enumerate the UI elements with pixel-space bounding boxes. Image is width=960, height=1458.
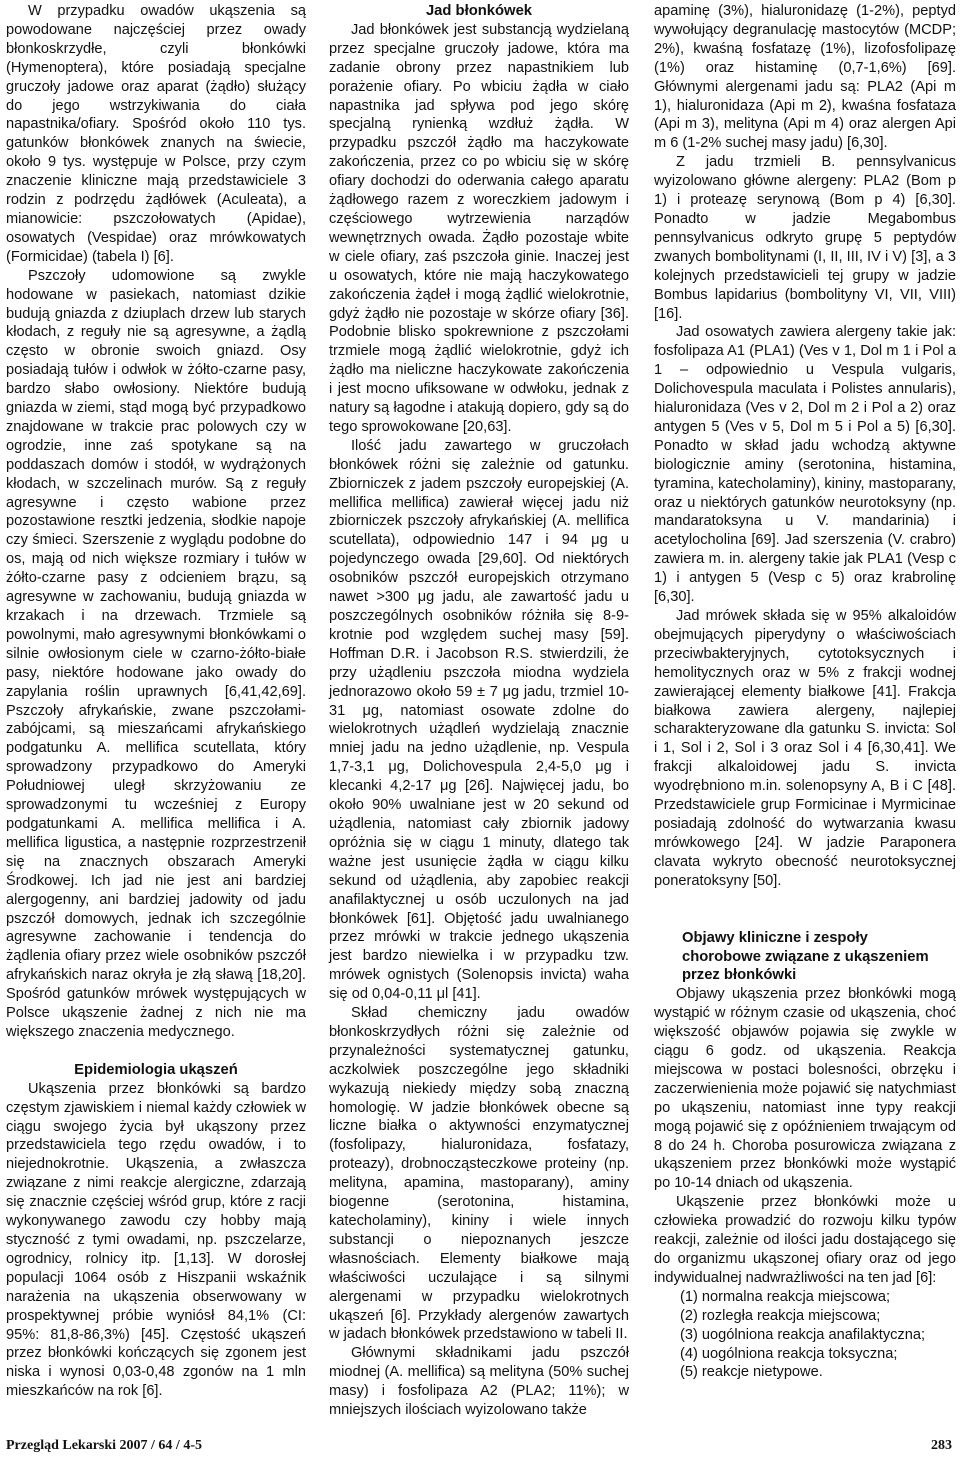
paragraph: Objawy ukąszenia przez błonkówki mogą wystąpić w różnym czasie od ukąszenia, choć większość objawów pojawia się zwykle w ciągu 6 godz. od ukąszenia. Reakcja miejscowa w postaci bolesności, obrzęku i zaczerwienienia może pojawić się natychmiast po ukąszeniu, natomiast inne typy reakcji mogą pojawić się z opóźnieniem trwającym od 8 do 24 h. Choroba posurowicza związana z ukąszeniem przez błonkówki może wystąpić po 10-14 dniach od ukąszenia. bbox=[654, 986, 956, 1192]
paragraph: Z jadu trzmieli B. pennsylvanicus wyizolowano główne alergeny: PLA2 (Bom p 1) i proteazę serynową (Bom p 4) [6,30]. Ponadto w jadzie Megabombus pennsylvanicus odkryto grupę 5 peptydów zwanych bombolitynami (I, II, III, IV i V) [3], a 3 kolejnych przedstawicieli tej grupy w jadzie Bombus lapidarius (bombolityny VI, VII, VIII) [16]. bbox=[654, 154, 956, 322]
list-item: (4) uogólniona reakcja toksyczna; bbox=[680, 1345, 898, 1362]
paragraph: apaminę (3%), hialuronidazę (1-2%), peptyd wywołujący degranulację mastocytów (MCDP; 2%), kwaśną fosfatazę (1%), lizofosfolipazę (1%) oraz histaminę (0,7-1,6%) [69]. Głównymi alergenami jadu są: PLA2 (Api m 1), hialuronidaza (Api m 2), kwaśna fosfataza (Api m 3), melityna (Api m 4) oraz alergen Api m 6 (1-2% suchej masy jadu) [6,30]. bbox=[654, 3, 956, 152]
section-heading-symptoms bbox=[654, 929, 956, 986]
paragraph: Pszczoły udomowione są zwykle hodowane w pasiekach, natomiast dzikie budują gniazda z dziuplach drzew lub starych kłodach, z reguły nie są agresywne, a żądlą często w obronie swoich gniazd. Osy posiadają tułów i odwłok w żółto-czarne pasy, bardzo słabo owłosiony. Niektóre budują gniazda w ziemi, stąd mogą być przypadkowo znajdowane w trakcie prac polowych czy w ogrodzie, inne zaś spotykane są na poddaszach domów i stodół, w wydrążonych kłodach, w szczelinach murów. Są z reguły agresywne i często wabione przez pozostawione resztki jedzenia, słodkie napoje czy śmieci. Szerszenie z wyglądu podobne do os, mają od nich większe rozmiary i tułów w żółto-czarne pasy z odcieniem brązu, są agresywne w zachowaniu, budują gniazda w krzakach i na drzewach. Trzmiele są powolnymi, mało agresywnymi błonkówkami o silnie owłosionym ciele w czarno-żółto-białe pasy, niektóre hodowane jako owady do zapylania roślin uprawnych [6,41,42,69]. Pszczoły afrykańskie, zwane pszczołami-zabójcami, są mieszańcami afrykańskiego podgatunku A. mellifica scutellata, który sprowadzony przypadkowo do Ameryki Południowej uległ skrzyżowaniu ze sprowadzonymi tu wcześniej z Europy podgatunkami A. mellifica mellifica i A. mellifica ligustica, a następnie rozprzestrzenił się na znacznych obszarach Ameryki Środkowej. Ich jad nie jest ani bardziej alergogenny, ani bardziej jadowity od jadu pszczół domowych, jednak ich szczególnie agresywne zachowanie i tendencja do żądlenia ofiary przez wiele osobników pszczół afrykańskich naraz okryła je złą sławą [18,20]. Spośród gatunków mrówek występujących w Polsce ukąszenie żadnej z nich nie ma większego znaczenia medycznego. bbox=[6, 267, 306, 1040]
column-middle bbox=[329, 2, 629, 1420]
section-heading-venom: Jad błonkówek bbox=[425, 3, 533, 19]
paragraph: Głównymi składnikami jadu pszczół miodnej (A. mellifica) są melityna (50% suchej masy) i fosfolipaza A2 (PLA2; 11%); w mniejszych ilościach wyizolowano także bbox=[329, 1345, 629, 1419]
list-item: (1) normalna reakcja miejscowa; bbox=[680, 1288, 891, 1305]
paragraph: Jad błonkówek jest substancją wydzielaną przez specjalne gruczoły jadowe, która ma zadanie obrony przez napastnikiem lub porażenie ofiary. Po wbiciu żądła w ciało napastnika jad spływa pod jego skórę specjalną rynienką wzdłuż żądła. W przypadku pszczół żądło ma haczykowate zakończenia, przez co po wbiciu się w skórę ofiary dochodzi do oderwania całego aparatu żądłowego razem z woreczkiem jadowym i częściowego wytrzewienia narządów wewnętrznych owada. Żądło pozostaje wbite w ciele ofiary, zaś pszczoła ginie. Inaczej jest u osowatych, które nie mają haczykowatego zakończenia żądeł i mogą żądlić wielokrotnie, gdyż żądło nie pozostaje w skórze ofiary [36]. Podobnie blisko spokrewnione z pszczołami trzmiele mogą żądlić wielokrotnie, gdyż ich żądło ma nieliczne haczykowate zakończenia i jest mocno ufiksowane w odwłoku, jednak z natury są łagodne i atakują dopiero, gdy są do tego sprowokowane [20,63]. bbox=[329, 21, 629, 435]
column-left bbox=[6, 2, 306, 1401]
paragraph: Jad mrówek składa się w 95% alkaloidów obejmujących piperydyny o właściwościach przeciwbakteryjnych, cytotoksycznych i hemolitycznych oraz w 5% z frakcji wodnej zawierającej elementy białkowe [41]. Frakcja białkowa zawiera alergeny, najlepiej scharakteryzowane dla gatunku S. invicta: Sol i 1, Sol i 2, Sol i 3 oraz Sol i 4 [6,30,41]. We frakcji alkaloidowej jadu S. invicta wyodrębniono m.in. solenopsyny A, B i C [48]. Przedstawiciele grup Formicinae i Myrmicinae posiadają zdolność do wytwarzania kwasu mrówkowego [24]. W jadzie Paraponera clavata wykryto obecność neurotoksycznej poneratoksyny [50]. bbox=[654, 608, 956, 889]
list-item: (3) uogólniona reakcja anafilaktyczna; bbox=[680, 1326, 925, 1343]
heading-line: przez błonkówki bbox=[682, 967, 797, 984]
page-number: 283 bbox=[931, 1438, 952, 1453]
paragraph: W przypadku owadów ukąszenia są powodowane najczęściej przez owady błonkoskrzydłe, czyli błonkówki (Hymenoptera), które posiadają specjalne gruczoły jadowe oraz aparat (żądło) służący do jego wstrzykiwania do ciała napastnika/ofiary. Spośród około 110 tys. gatunków błonkówek znanych na świecie, około 9 tys. występuje w Polsce, przy czym znaczenie kliniczne mają przedstawiciele 3 rodzin z podrzędu żądłówek (Aculeata), a mianowicie: pszczołowatych (Apidae), osowatych (Vespidae) oraz mrówkowatych (Formicidae) (tabela I) [6]. bbox=[6, 3, 306, 265]
paragraph: Skład chemiczny jadu owadów błonkoskrzydłych różni się zależnie od przynależności systematycznej gatunku, aczkolwiek poszczególne jego składniki wykazują niekiedy między sobą znaczną homologię. W jadzie błonkówek obecne są liczne białka o aktywności enzymatycznej (fosfolipazy, hialuronidaza, fosfatazy, proteazy), drobnocząsteczkowe proteiny (np. melityna, apamina, mastoparany), aminy biogenne (serotonina, histamina, katecholaminy), kininy i wiele innych substancji o niepoznanych jeszcze własnościach. Elementy białkowe mają właściwości uczulające i są silnymi alergenami w przypadku wielokrotnych ukąszeń [6]. Przykłady alergenów zawartych w jadach błonkówek przedstawiono w tabeli II. bbox=[329, 1005, 629, 1343]
reaction-types-list bbox=[654, 1288, 956, 1383]
heading-line: chorobowe związane z ukąszeniem bbox=[682, 948, 929, 965]
heading-line: Objawy kliniczne i zespoły bbox=[682, 929, 868, 946]
column-right bbox=[654, 2, 956, 1382]
journal-citation: Przegląd Lekarski 2007 / 64 / 4-5 bbox=[6, 1438, 202, 1453]
list-item: (2) rozległa reakcja miejscowa; bbox=[680, 1307, 881, 1324]
paragraph: Ukąszenie przez błonkówki może u człowieka prowadzić do rozwoju kilku typów reakcji, zależnie od ilości jadu dostającego się do organizmu ukąszonej ofiary oraz od jego indywidualnej nadwrażliwości na ten jad [6]: bbox=[654, 1194, 956, 1286]
page-footer bbox=[6, 1438, 952, 1454]
list-item: (5) reakcje nietypowe. bbox=[680, 1364, 823, 1381]
paragraph: Ilość jadu zawartego w gruczołach błonkówek różni się zależnie od gatunku. Zbiorniczek z jadem pszczoły europejskiej (A. mellifica mellifica) zawierał więcej jadu niż zbiorniczek pszczoły afrykańskiej (A. mellifica scutellata), odpowiednio 147 i 94 μg u pojedynczego owada [29,60]. Od niektórych osobników pszczół europejskich otrzymano nawet >300 μg jadu, ale zawartość jadu u poszczególnych osobników różniła się 8-9-krotnie pod względem suchej masy [59]. Hoffman D.R. i Jacobson R.S. stwierdzili, że przy użądleniu pszczoła miodna wydziela jednorazowo około 59 ± 7 μg jadu, trzmiel 10-31 μg, natomiast osowate zdolne do wielokrotnych użądleń wydzielają znacznie mniej jadu na jedno użądlenie, np. Vespula 1,7-3,1 μg, Dolichovespula 2,4-5,0 μg i klecanki 4,2-17 μg [26]. Najwięcej jadu, bo około 90% uwalniane jest w 20 sekund od użądlenia, natomiast cały zbiornik jadowy opróżnia się w ciągu 1 minuty, dlatego tak ważne jest usunięcie żądła w ciągu kilku sekund od użądlenia, aby zapobiec reakcji anafilaktycznej u osób uczulonych na jad błonkówek [61]. Objętość jadu uwalnianego przez mrówki w trakcie jednego ukąszenia jest bardzo niewielka i w przypadku tzw. mrówek ognistych (Solenopsis invicta) waha się od 0,04-0,11 μl [41]. bbox=[329, 437, 629, 1003]
section-heading-epidemiology: Epidemiologia ukąszeń bbox=[74, 1061, 238, 1078]
paragraph: Jad osowatych zawiera alergeny takie jak: fosfolipaza A1 (PLA1) (Ves v 1, Dol m 1 i Pol a 1 – odpowiednio u Vespula vulgaris, Dolichovespula maculata i Polistes annularis), hialuronidaza (Ves v 2, Dol m 2 i Pol a 2) oraz antygen 5 (Ves v 5, Dol m 5 i Pol a 5) [6,30]. Ponadto w skład jadu wchodzą aktywne biologicznie aminy (serotonina, histamina, tyramina, katecholaminy), kininy, mastoparany, oraz u niektórych gatunków neurotoksyny (np. mandaratoksyna u V. mandarinia) i acetylocholina [69]. Jad szerszenia (V. crabro) zawiera m. in. alergeny takie jak PLA1 (Vesp c 1) i antygen 5 (Vesp c 5) oraz krabrolinę [6,30]. bbox=[654, 324, 956, 606]
paragraph: Ukąszenia przez błonkówki są bardzo częstym zjawiskiem i niemal każdy człowiek w ciągu swojego życia był ukąszony przez przedstawiciela tego rzędu owadów, i to niejednokrotnie. Ukąszenia, a zwłaszcza związane z nimi reakcje alergiczne, zdarzają się znacznie częściej wśród grup, które z racji wykonywanego zawodu czy hobby mają styczność z tymi owadami, np. pszczelarze, ogrodnicy, rolnicy itp. [1,13]. W dorosłej populacji 1064 osób z Hiszpanii wskaźnik narażenia na ukąszenia obserwowany w prospektywnej próbie wyniósł 84,1% (CI: 95%: 81,8-86,3%) [45]. Częstość ukąszeń przez błonkówki kończących się zgonem jest niska i wynosi 0,03-0,48 zgonów na 1 mln mieszkańców na rok [6]. bbox=[6, 1080, 306, 1400]
